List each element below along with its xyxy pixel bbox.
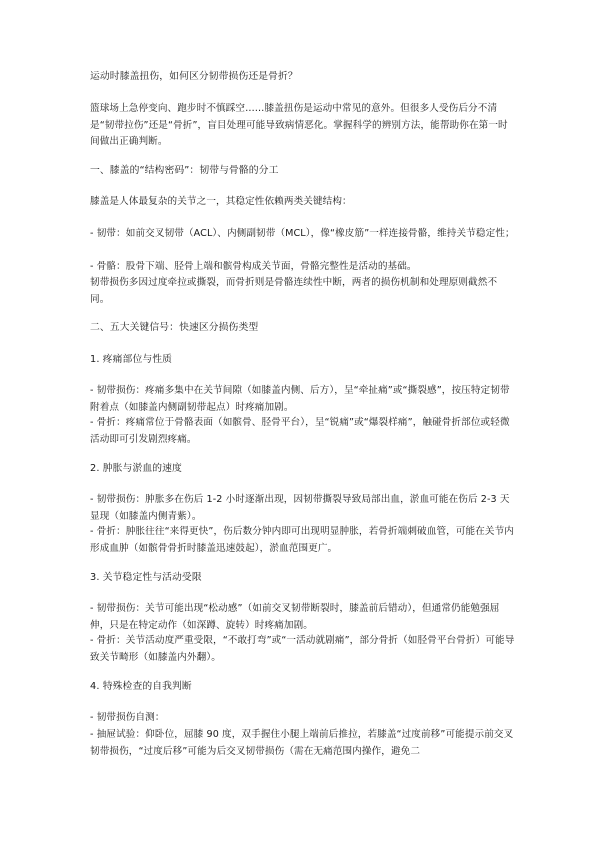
section2-heading: 二、五大关键信号：快速区分损伤类型 [90, 322, 259, 333]
list-item: 韧带损伤多因过度牵拉或撕裂，而骨折则是骨骼连续性中断，两者的损伤机制和处理原则截然不同。 [90, 277, 498, 305]
list-item: - 韧带损伤：肿胀多在伤后 1-2 小时逐渐出现，因韧带撕裂导致局部出血，淤血可能在伤后 2-3 天显现（如膝盖内侧青紫）。 [90, 494, 510, 522]
list-item: - 骨折：肿胀往往“来得更快”，伤后数分钟内即可出现明显肿胀，若骨折端刺破血管，可能在关节内形成血肿（如髌骨骨折时膝盖迅速鼓起），淤血范围更广。 [90, 526, 514, 554]
sub4-heading: 4. 特殊检查的自我判断 [90, 681, 192, 692]
list-item: - 韧带损伤：关节可能出现“松动感”（如前交叉韧带断裂时，膝盖前后错动），但通常仍能勉强屈伸，只是在特定动作（如深蹲、旋转）时疼痛加剧。 [90, 603, 500, 631]
intro-paragraph: 篮球场上急停变向、跑步时不慎踩空……膝盖扭伤是运动中常见的意外。但很多人受伤后分不清是“韧带拉伤”还是“骨折”，盲目处理可能导致病情恶化。掌握科学的辨别方法，能帮助你在第一时间做出正确判断。 [90, 103, 508, 147]
sub1-heading: 1. 疼痛部位与性质 [90, 354, 173, 365]
list-item: - 韧带损伤：疼痛多集中在关节间隙（如膝盖内侧、后方），呈“牵扯痛”或“撕裂感”，按压特定韧带附着点（如膝盖内侧副韧带起点）时疼痛加剧。 [90, 385, 510, 413]
list-item: - 骨折：疼痛常位于骨骼表面（如髌骨、胫骨平台），呈“锐痛”或“爆裂样痛”，触碰骨折部位或轻微活动即可引发剧烈疼痛。 [90, 417, 510, 445]
document-title: 运动时膝盖扭伤，如何区分韧带损伤还是骨折？ [90, 71, 298, 82]
sub2-heading: 2. 肿胀与淤血的速度 [90, 463, 182, 474]
list-item: - 抽屉试验：仰卧位，屈膝 90 度，双手握住小腿上端前后推拉，若膝盖“过度前移”可能提示前交叉韧带损伤，“过度后移”可能为后交叉韧带损伤（需在无痛范围内操作，避免二 [90, 729, 514, 757]
list-item: - 韧带损伤自测： [90, 712, 165, 723]
list-item: - 骨折：关节活动度严重受限，“不敢打弯”或“一活动就剧痛”，部分骨折（如胫骨平台骨折）可能导致关节畸形（如膝盖内外翻）。 [90, 635, 515, 663]
list-item: - 韧带：如前交叉韧带（ACL）、内侧副韧带（MCL），像“橡皮筋”一样连接骨骼，维持关节稳定性； [90, 228, 515, 239]
sub3-heading: 3. 关节稳定性与活动受限 [90, 572, 202, 583]
section1-heading: 一、膝盖的“结构密码”：韧带与骨骼的分工 [90, 165, 279, 176]
list-item: - 骨骼：股骨下端、胫骨上端和髌骨构成关节面，骨骼完整性是活动的基础。 [90, 261, 417, 272]
section1-lead: 膝盖是人体最复杂的关节之一，其稳定性依赖两类关键结构： [90, 196, 352, 207]
